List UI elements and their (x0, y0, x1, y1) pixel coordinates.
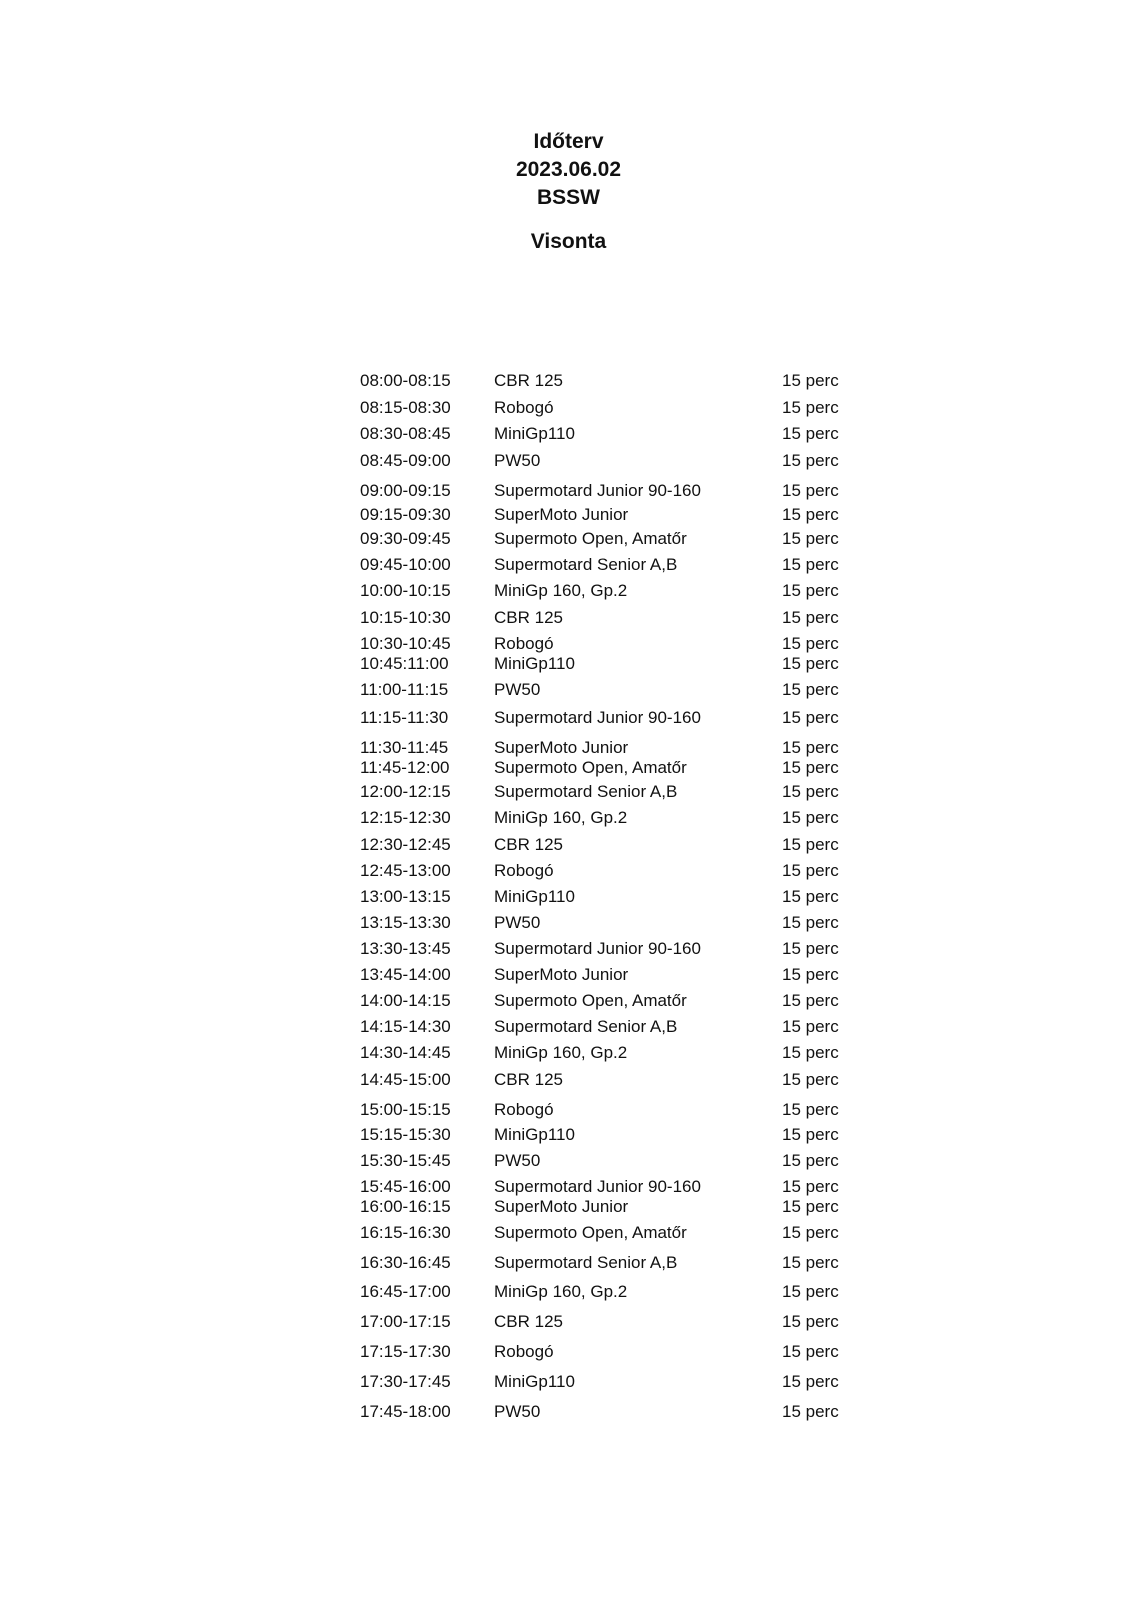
schedule-category: Supermoto Open, Amatőr (494, 529, 687, 548)
schedule-time: 13:30-13:45 (360, 939, 451, 958)
schedule-category: CBR 125 (494, 1312, 563, 1331)
schedule-duration: 15 perc (782, 680, 839, 699)
schedule-row (0, 989, 1137, 1013)
schedule-duration: 15 perc (782, 1372, 839, 1391)
schedule-time: 09:45-10:00 (360, 555, 451, 574)
schedule-row (0, 833, 1137, 857)
schedule-time: 10:30-10:45 (360, 634, 451, 653)
schedule-duration: 15 perc (782, 1197, 839, 1216)
schedule-time: 10:15-10:30 (360, 608, 451, 627)
schedule-row (0, 606, 1137, 630)
schedule-duration: 15 perc (782, 991, 839, 1010)
schedule-duration: 15 perc (782, 835, 839, 854)
schedule-category: SuperMoto Junior (494, 965, 629, 984)
schedule-duration: 15 perc (782, 1253, 839, 1272)
schedule-time: 12:45-13:00 (360, 861, 451, 880)
schedule-category: Robogó (494, 1100, 554, 1119)
document-header (0, 128, 1137, 212)
schedule-duration: 15 perc (782, 808, 839, 827)
schedule-category: Supermotard Senior A,B (494, 782, 678, 801)
schedule-row (0, 1340, 1137, 1364)
schedule-duration: 15 perc (782, 708, 839, 727)
schedule-row (0, 1221, 1137, 1245)
schedule-category: Supermotard Junior 90-160 (494, 939, 701, 958)
schedule-duration: 15 perc (782, 965, 839, 984)
schedule-row (0, 1310, 1137, 1334)
schedule-category: MiniGp 160, Gp.2 (494, 808, 628, 827)
schedule-category: Supermoto Open, Amatőr (494, 758, 687, 777)
schedule-category: PW50 (494, 1151, 541, 1170)
schedule-time: 14:45-15:00 (360, 1070, 451, 1089)
schedule-row (0, 885, 1137, 909)
schedule-time: 16:00-16:15 (360, 1197, 451, 1216)
schedule-category: PW50 (494, 680, 541, 699)
schedule-row (0, 1251, 1137, 1275)
schedule-time: 11:15-11:30 (360, 708, 449, 727)
schedule-category: PW50 (494, 451, 541, 470)
schedule-duration: 15 perc (782, 481, 839, 500)
schedule-category: CBR 125 (494, 608, 563, 627)
schedule-row (0, 1123, 1137, 1147)
schedule-category: MiniGp 160, Gp.2 (494, 581, 628, 600)
schedule-duration: 15 perc (782, 371, 839, 390)
schedule-row (0, 422, 1137, 446)
schedule-category: Supermotard Junior 90-160 (494, 481, 701, 500)
schedule-time: 13:45-14:00 (360, 965, 451, 984)
document-date: 2023.06.02 (515, 158, 622, 181)
schedule-row (0, 780, 1137, 804)
schedule-category: Supermotard Senior A,B (494, 1253, 678, 1272)
schedule-category: MiniGp110 (494, 1372, 575, 1391)
schedule-category: Robogó (494, 1342, 554, 1361)
schedule-duration: 15 perc (782, 451, 839, 470)
document-location: Visonta (530, 230, 607, 253)
schedule-duration: 15 perc (782, 1223, 839, 1242)
schedule-time: 10:00-10:15 (360, 581, 451, 600)
schedule-row (0, 1068, 1137, 1092)
schedule-row (0, 1280, 1137, 1304)
schedule-duration: 15 perc (782, 1282, 839, 1301)
schedule-time: 15:45-16:00 (360, 1177, 451, 1196)
schedule-duration: 15 perc (782, 608, 839, 627)
schedule-row (0, 937, 1137, 961)
location-heading (0, 228, 1137, 256)
schedule-time: 11:30-11:45 (360, 738, 449, 757)
schedule-category: Supermotard Senior A,B (494, 1017, 678, 1036)
schedule-category: MiniGp 160, Gp.2 (494, 1043, 628, 1062)
schedule-category: PW50 (494, 913, 541, 932)
schedule-duration: 15 perc (782, 1125, 839, 1144)
schedule-duration: 15 perc (782, 861, 839, 880)
schedule-duration: 15 perc (782, 939, 839, 958)
schedule-time: 08:00-08:15 (360, 371, 451, 390)
schedule-category: MiniGp110 (494, 654, 575, 673)
schedule-time: 15:30-15:45 (360, 1151, 451, 1170)
schedule-category: Robogó (494, 634, 554, 653)
schedule-duration: 15 perc (782, 738, 839, 757)
schedule-time: 09:30-09:45 (360, 529, 451, 548)
schedule-time: 09:15-09:30 (360, 505, 451, 524)
schedule-duration: 15 perc (782, 887, 839, 906)
schedule-time: 13:15-13:30 (360, 913, 451, 932)
schedule-time: 17:45-18:00 (360, 1402, 451, 1421)
schedule-duration: 15 perc (782, 1070, 839, 1089)
schedule-row (0, 706, 1137, 730)
schedule-duration: 15 perc (782, 505, 839, 524)
schedule-time: 16:45-17:00 (360, 1282, 451, 1301)
schedule-category: SuperMoto Junior (494, 505, 629, 524)
schedule-category: SuperMoto Junior (494, 1197, 629, 1216)
schedule-time: 17:15-17:30 (360, 1342, 451, 1361)
schedule-category: CBR 125 (494, 1070, 563, 1089)
schedule-category: MiniGp110 (494, 1125, 575, 1144)
schedule-time: 08:15-08:30 (360, 398, 451, 417)
schedule-duration: 15 perc (782, 581, 839, 600)
schedule-time: 12:00-12:15 (360, 782, 451, 801)
schedule-time: 08:45-09:00 (360, 451, 451, 470)
schedule-duration: 15 perc (782, 424, 839, 443)
schedule-category: Supermoto Open, Amatőr (494, 991, 687, 1010)
schedule-time: 12:30-12:45 (360, 835, 451, 854)
schedule-duration: 15 perc (782, 398, 839, 417)
schedule-row (0, 527, 1137, 551)
schedule-row (0, 1041, 1137, 1065)
schedule-time: 14:15-14:30 (360, 1017, 451, 1036)
schedule-time: 10:45:11:00 (360, 654, 449, 673)
document-organizer: BSSW (537, 186, 600, 209)
schedule-duration: 15 perc (782, 654, 839, 673)
schedule-duration: 15 perc (782, 913, 839, 932)
schedule-time: 14:00-14:15 (360, 991, 451, 1010)
schedule-row (0, 503, 1137, 527)
schedule-time: 15:15-15:30 (360, 1125, 451, 1144)
schedule-category: MiniGp110 (494, 424, 575, 443)
schedule-row (0, 369, 1137, 393)
schedule-row (0, 1015, 1137, 1039)
schedule-category: Robogó (494, 398, 554, 417)
schedule-duration: 15 perc (782, 1043, 839, 1062)
schedule-category: Supermotard Junior 90-160 (494, 708, 701, 727)
schedule-time: 16:30-16:45 (360, 1253, 451, 1272)
schedule-duration: 15 perc (782, 1151, 839, 1170)
schedule-category: Supermotard Junior 90-160 (494, 1177, 701, 1196)
schedule-duration: 15 perc (782, 555, 839, 574)
schedule-category: MiniGp110 (494, 887, 575, 906)
schedule-time: 16:15-16:30 (360, 1223, 451, 1242)
schedule-duration: 15 perc (782, 758, 839, 777)
schedule-time: 12:15-12:30 (360, 808, 451, 827)
schedule-row (0, 1400, 1137, 1424)
schedule-duration: 15 perc (782, 529, 839, 548)
schedule-category: SuperMoto Junior (494, 738, 629, 757)
schedule-row (0, 1370, 1137, 1394)
schedule-row (0, 963, 1137, 987)
schedule-row (0, 756, 1137, 780)
schedule-row (0, 479, 1137, 503)
schedule-time: 11:45-12:00 (360, 758, 450, 777)
schedule-category: CBR 125 (494, 371, 563, 390)
schedule-category: Robogó (494, 861, 554, 880)
schedule-category: CBR 125 (494, 835, 563, 854)
schedule-row (0, 678, 1137, 702)
schedule-time: 15:00-15:15 (360, 1100, 451, 1119)
schedule-row (0, 1149, 1137, 1173)
schedule-time: 17:00-17:15 (360, 1312, 451, 1331)
schedule-category: Supermotard Senior A,B (494, 555, 678, 574)
schedule-time: 09:00-09:15 (360, 481, 451, 500)
schedule-duration: 15 perc (782, 1342, 839, 1361)
schedule-row (0, 652, 1137, 676)
schedule-row (0, 553, 1137, 577)
schedule-duration: 15 perc (782, 1017, 839, 1036)
schedule-time: 13:00-13:15 (360, 887, 451, 906)
schedule-row (0, 859, 1137, 883)
schedule-duration: 15 perc (782, 1100, 839, 1119)
schedule-time: 11:00-11:15 (360, 680, 449, 699)
schedule-row (0, 911, 1137, 935)
schedule-row (0, 579, 1137, 603)
schedule-time: 17:30-17:45 (360, 1372, 451, 1391)
document-title: Időterv (533, 130, 604, 153)
schedule-row (0, 806, 1137, 830)
schedule-duration: 15 perc (782, 1312, 839, 1331)
schedule-duration: 15 perc (782, 634, 839, 653)
schedule-category: MiniGp 160, Gp.2 (494, 1282, 628, 1301)
schedule-row (0, 1098, 1137, 1122)
schedule-duration: 15 perc (782, 782, 839, 801)
schedule-time: 14:30-14:45 (360, 1043, 451, 1062)
schedule-row (0, 449, 1137, 473)
schedule-duration: 15 perc (782, 1402, 839, 1421)
schedule-category: PW50 (494, 1402, 541, 1421)
schedule-duration: 15 perc (782, 1177, 839, 1196)
schedule-category: Supermoto Open, Amatőr (494, 1223, 687, 1242)
schedule-time: 08:30-08:45 (360, 424, 451, 443)
schedule-row (0, 396, 1137, 420)
schedule-row (0, 1195, 1137, 1219)
